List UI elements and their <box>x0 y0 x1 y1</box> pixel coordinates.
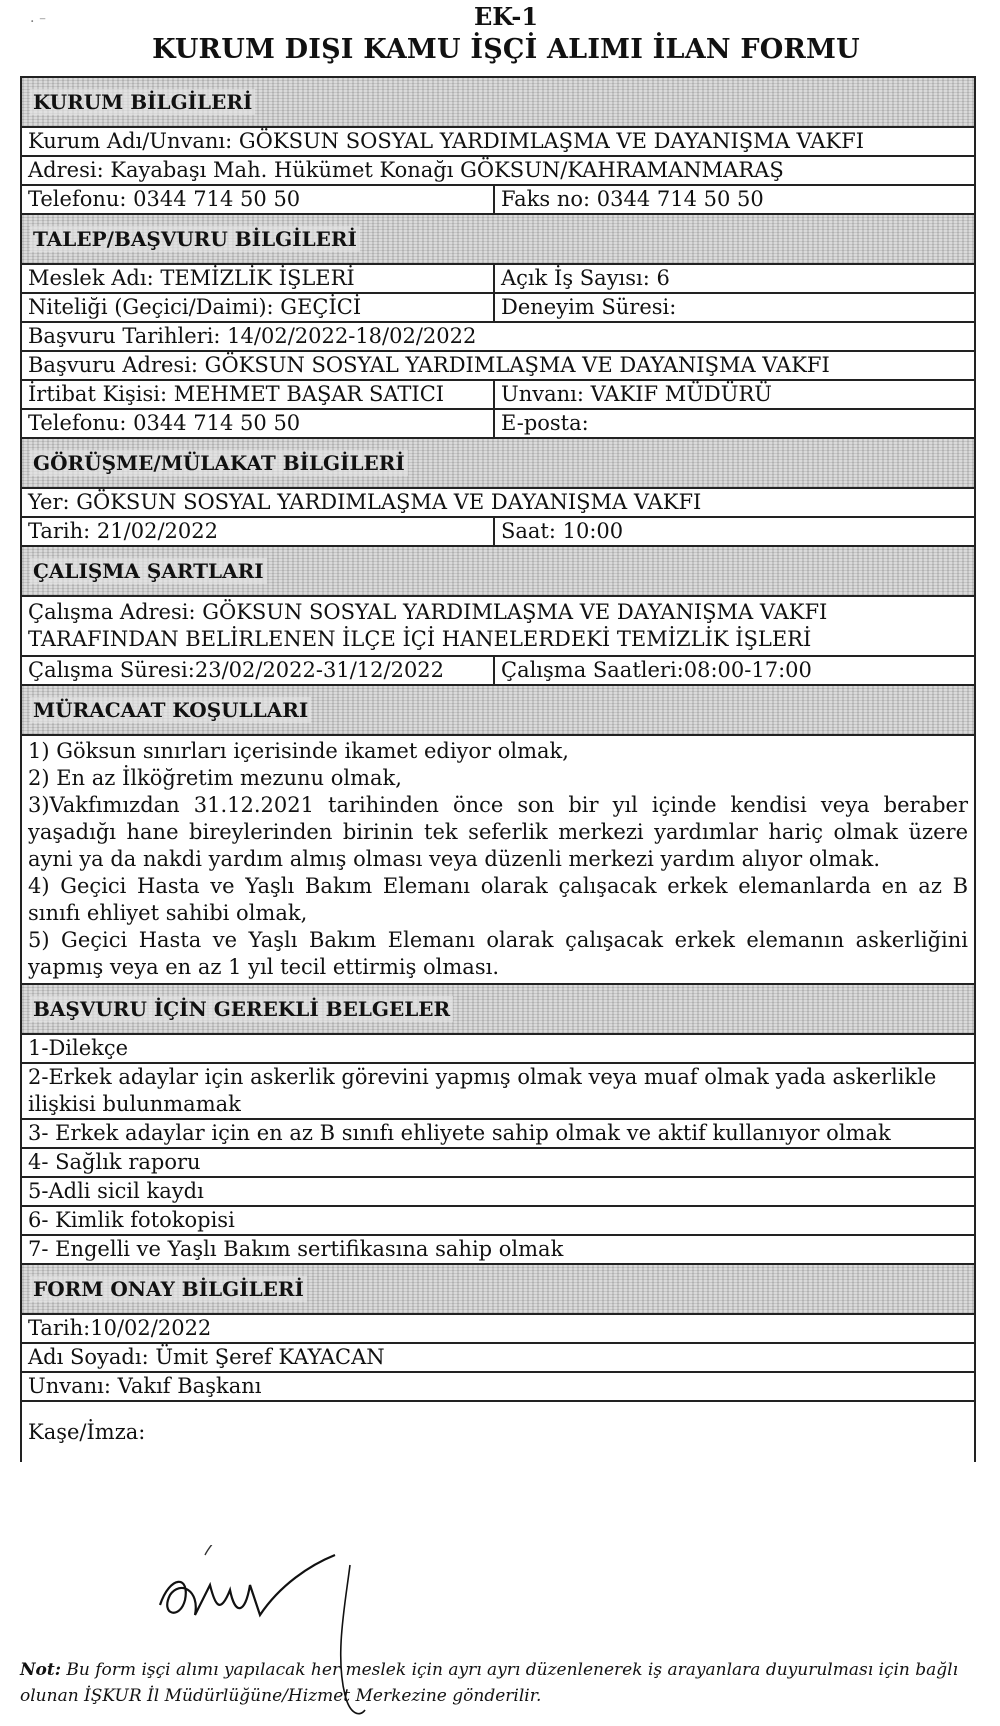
interview-place-row <box>22 489 974 518</box>
application-address: Başvuru Adresi: GÖKSUN SOSYAL YARDIMLAŞMA VE DAYANIŞMA VAKFI <box>28 353 830 377</box>
kurum-contact-row <box>22 186 974 215</box>
job-type: Niteliği (Geçici/Daimi): GEÇİCİ <box>22 294 495 321</box>
document-item: 1-Dilekçe <box>22 1035 974 1064</box>
interview-date: Tarih: 21/02/2022 <box>22 518 495 545</box>
condition-item: 2) En az İlköğretim mezunu olmak, <box>28 766 402 790</box>
condition-item: 3)Vakfımızdan 31.12.2021 tarihinden önce son bir yıl içinde kendisi veya beraber yaşadığı hane bireylerinden birinin tek seferlik merkezi yardımlar hariç olmak üzere ayni ya da nakdi yardım almış olması veya düzenli merkezi yardım alıyor olmak. <box>28 793 968 871</box>
kurum-name: Kurum Adı/Unvanı: GÖKSUN SOSYAL YARDIMLAŞMA VE DAYANIŞMA VAKFI <box>28 129 864 153</box>
open-positions: Açık İş Sayısı: 6 <box>501 266 670 290</box>
contact-email: E-posta: <box>501 411 589 435</box>
approver-name: Adı Soyadı: Ümit Şeref KAYACAN <box>22 1344 974 1373</box>
talep-contact-row <box>22 381 974 410</box>
announcement-form <box>20 76 976 1462</box>
kurum-phone: Telefonu: 0344 714 50 50 <box>22 186 495 213</box>
work-address <box>22 597 974 657</box>
document-item: 5-Adli sicil kaydı <box>22 1178 974 1207</box>
section-gorusme-heading: GÖRÜŞME/MÜLAKAT BİLGİLERİ <box>22 439 974 489</box>
interview-time: Saat: 10:00 <box>501 519 624 543</box>
contact-title: Unvanı: VAKIF MÜDÜRÜ <box>501 382 772 406</box>
note-label: Not: <box>20 1660 62 1680</box>
section-muracaat-heading: MÜRACAAT KOŞULLARI <box>22 686 974 736</box>
talep-phone-row <box>22 410 974 439</box>
stamp-signature-label: Kaşe/İmza: <box>28 1420 146 1444</box>
talep-address-row <box>22 352 974 381</box>
document-item: 4- Sağlık raporu <box>22 1149 974 1178</box>
work-hours: Çalışma Saatleri:08:00-17:00 <box>501 658 812 682</box>
experience: Deneyim Süresi: <box>501 295 677 319</box>
section-onay-heading: FORM ONAY BİLGİLERİ <box>22 1265 974 1315</box>
application-conditions <box>22 736 974 985</box>
talep-dates-row <box>22 323 974 352</box>
application-dates: Başvuru Tarihleri: 14/02/2022-18/02/2022 <box>28 324 477 348</box>
document-item: 6- Kimlik fotokopisi <box>22 1207 974 1236</box>
kurum-fax: Faks no: 0344 714 50 50 <box>501 187 764 211</box>
annex-label: EK-1 <box>473 2 539 31</box>
interview-time-row <box>22 518 974 547</box>
condition-item: 4) Geçici Hasta ve Yaşlı Bakım Elemanı olarak çalışacak erkek elemanlarda en az B sınıfı ehliyet sahibi olmak, <box>28 874 968 925</box>
kurum-name-row <box>22 128 974 157</box>
approval-date: Tarih:10/02/2022 <box>22 1315 974 1344</box>
talep-type-row <box>22 294 974 323</box>
condition-item: 1) Göksun sınırları içerisinde ikamet ediyor olmak, <box>28 739 569 763</box>
kurum-address-row <box>22 157 974 186</box>
section-kurum-heading: KURUM BİLGİLERİ <box>22 78 974 128</box>
kurum-address: Adresi: Kayabaşı Mah. Hükümet Konağı GÖKSUN/KAHRAMANMARAŞ <box>28 158 784 182</box>
document-item: 7- Engelli ve Yaşlı Bakım sertifikasına sahip olmak <box>22 1236 974 1265</box>
work-address-line-1: Çalışma Adresi: GÖKSUN SOSYAL YARDIMLAŞMA VE DAYANIŞMA VAKFI <box>28 600 828 624</box>
job-name: Meslek Adı: TEMİZLİK İŞLERİ <box>22 265 495 292</box>
section-talep-heading: TALEP/BAŞVURU BİLGİLERİ <box>22 215 974 265</box>
stamp-signature-row <box>22 1402 974 1462</box>
section-belgeler-heading: BAŞVURU İÇİN GEREKLİ BELGELER <box>22 985 974 1035</box>
form-title: KURUM DIŞI KAMU İŞÇİ ALIMI İLAN FORMU <box>152 34 860 65</box>
section-calisma-heading: ÇALIŞMA ŞARTLARI <box>22 547 974 597</box>
contact-phone: Telefonu: 0344 714 50 50 <box>22 410 495 437</box>
talep-job-row <box>22 265 974 294</box>
work-period-row <box>22 657 974 686</box>
note-text: Bu form işçi alımı yapılacak her meslek için ayrı ayrı düzenlenerek iş arayanlara duyurulması için bağlı olunan İŞKUR İl Müdürlüğüne/Hizmet Merkezine gönderilir. <box>20 1660 959 1706</box>
document-item: 2-Erkek adaylar için askerlik görevini yapmış olmak veya muaf olmak yada askerlikle ilişkisi bulunmamak <box>22 1064 974 1120</box>
document-item: 3- Erkek adaylar için en az B sınıfı ehliyete sahip olmak ve aktif kullanıyor olmak <box>22 1120 974 1149</box>
footer-note <box>20 1657 990 1709</box>
scan-mark: · ⁻ <box>30 14 47 30</box>
work-period: Çalışma Süresi:23/02/2022-31/12/2022 <box>22 657 495 684</box>
work-address-line-2: TARAFINDAN BELİRLENEN İLÇE İÇİ HANELERDEKİ TEMİZLİK İŞLERİ <box>28 627 812 651</box>
condition-item: 5) Geçici Hasta ve Yaşlı Bakım Elemanı olarak çalışacak erkek elemanın askerliğini yapmış veya en az 1 yıl tecil ettirmiş olması. <box>28 928 968 979</box>
interview-place: Yer: GÖKSUN SOSYAL YARDIMLAŞMA VE DAYANIŞMA VAKFI <box>28 490 702 514</box>
approver-title: Unvanı: Vakıf Başkanı <box>22 1373 974 1402</box>
contact-person: İrtibat Kişisi: MEHMET BAŞAR SATICI <box>22 381 495 408</box>
